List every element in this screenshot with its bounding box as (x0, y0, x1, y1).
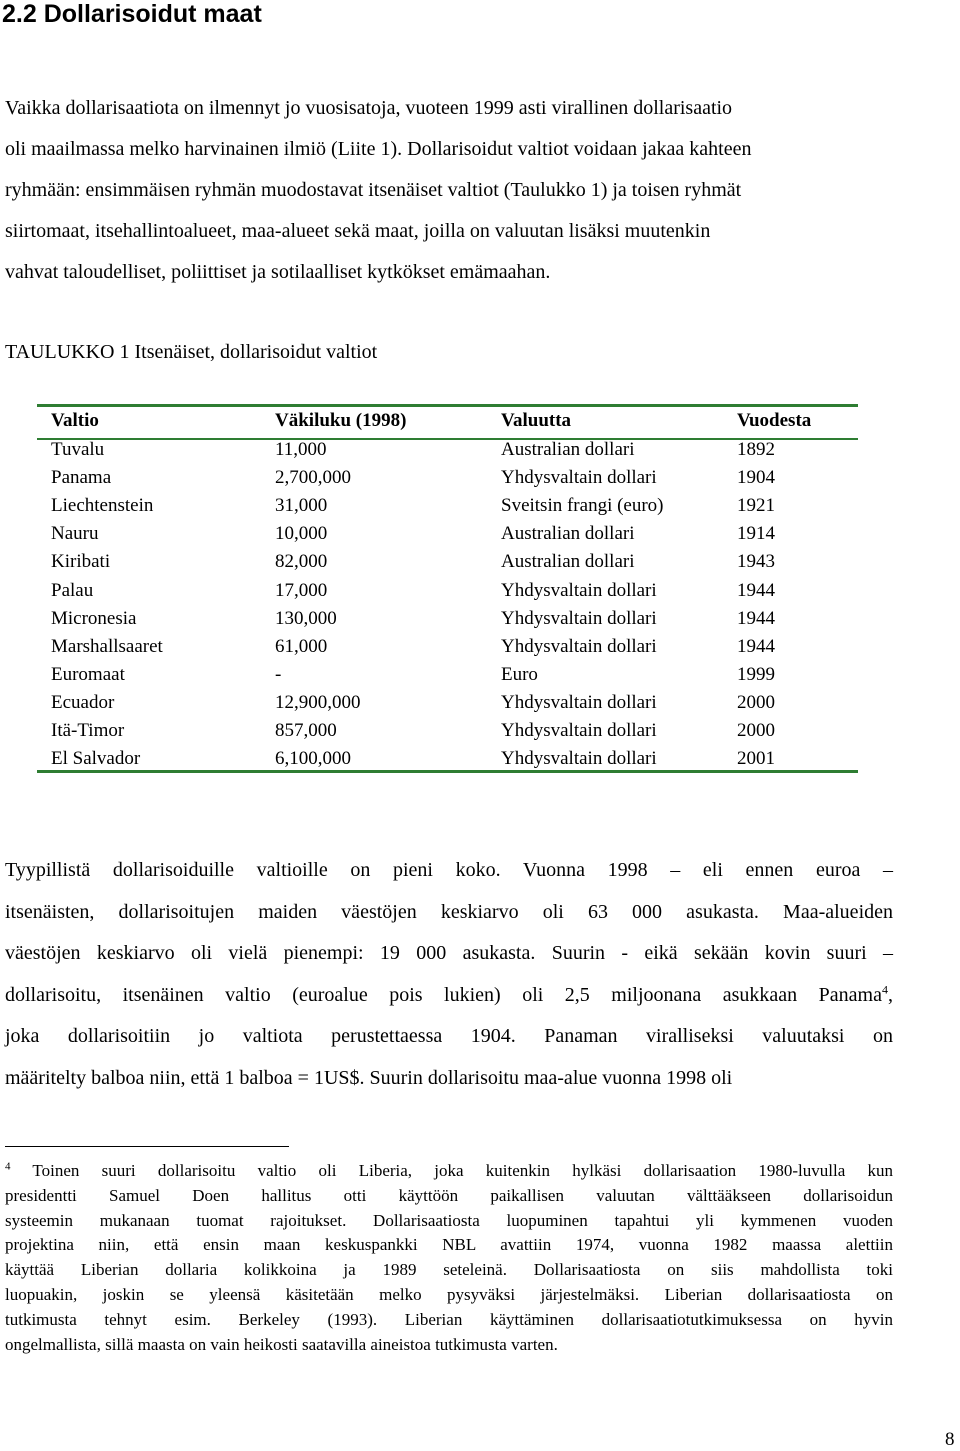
cell-currency: Euro (501, 663, 538, 685)
footnote-line: presidentti Samuel Doen hallitus otti käyttöön paikallisen valuutan välttääkseen dollarisoidun (5, 1185, 893, 1205)
table-row (37, 436, 858, 464)
footnote-line (5, 1159, 893, 1184)
header-since: Vuodesta (737, 410, 812, 431)
section-heading: 2.2 Dollarisoidut maat (2, 0, 262, 28)
paragraph-line: vahvat taloudelliset, poliittiset ja sotilaalliset kytkökset emämaahan. (5, 261, 551, 283)
table-row (37, 520, 858, 548)
cell-population: 10,000 (275, 523, 328, 545)
cell-country: Kiribati (51, 551, 111, 573)
cell-country: Micronesia (51, 607, 137, 629)
footnote-line: ongelmallista, sillä maasta on vain heikosti saatavilla aineistoa tutkimusta varten. (5, 1334, 558, 1354)
countries-table (37, 404, 858, 773)
body-paragraph (5, 850, 893, 1099)
footnote-separator (5, 1146, 289, 1147)
cell-currency: Yhdysvaltain dollari (501, 691, 657, 713)
cell-country: Liechtenstein (51, 495, 154, 517)
cell-population: 31,000 (275, 495, 328, 517)
table-row (37, 661, 858, 689)
table-header-row (37, 407, 858, 435)
cell-since: 1921 (737, 495, 775, 517)
paragraph-line: itsenäisten, dollarisoitujen maiden väestöjen keskiarvo oli 63 000 asukasta. Maa-alueiden (5, 900, 893, 923)
footnote-line: projektina niin, että ensin maan keskuspankki NBL avattiin 1974, vuonna 1982 maassa alettiin (5, 1235, 893, 1255)
paragraph-line: määritelty balboa niin, että 1 balboa = 1US$. Suurin dollarisoitu maa-alue vuonna 1998 oli (5, 1066, 733, 1089)
table-row (37, 689, 858, 717)
cell-since: 2000 (737, 720, 775, 741)
cell-since: 1914 (737, 523, 775, 545)
table-row (37, 492, 858, 520)
cell-population: 82,000 (275, 551, 328, 573)
cell-country: El Salvador (51, 748, 141, 770)
cell-population: - (275, 663, 282, 685)
cell-currency: Australian dollari (501, 551, 635, 573)
cell-population: 17,000 (275, 579, 328, 601)
cell-population: 857,000 (275, 720, 337, 741)
paragraph-line: väestöjen keskiarvo oli vielä pienempi: 19 000 asukasta. Suurin - eikä sekään kovin suuri – (5, 942, 893, 964)
table-row (37, 464, 858, 492)
cell-currency: Australian dollari (501, 523, 635, 545)
cell-country: Itä-Timor (51, 720, 125, 741)
paragraph-line: ryhmään: ensimmäisen ryhmän muodostavat itsenäiset valtiot (Taulukko 1) ja toisen ryhmät (5, 179, 742, 201)
cell-population: 6,100,000 (275, 748, 351, 770)
page-number: 8 (945, 1429, 955, 1450)
cell-since: 1944 (737, 607, 775, 629)
table-row (37, 548, 858, 576)
footnote-reference: 4 (882, 981, 888, 996)
cell-since: 1944 (737, 635, 775, 657)
cell-currency: Yhdysvaltain dollari (501, 720, 657, 741)
cell-country: Ecuador (51, 691, 115, 713)
paragraph-line: oli maailmassa melko harvinainen ilmiö (Liite 1). Dollarisoidut valtiot voidaan jakaa kahteen (5, 138, 752, 160)
line-text: Toinen suuri dollarisoitu valtio oli Liberia, joka kuitenkin hylkäsi dollarisaation 1980-luvulla kun (10, 1161, 893, 1180)
cell-currency: Sveitsin frangi (euro) (501, 495, 664, 517)
footnote-line: käyttää Liberian dollaria kolikkoina ja 1989 seteleinä. Dollarisaatiosta on siis mahdollista toki (5, 1260, 893, 1280)
cell-country: Palau (51, 579, 94, 601)
cell-since: 1943 (737, 551, 775, 573)
cell-since: 2000 (737, 691, 775, 713)
paragraph-line: Vaikka dollarisaatiota on ilmennyt jo vuosisatoja, vuoteen 1999 asti virallinen dollarisaatio (5, 97, 733, 119)
cell-since: 1999 (737, 663, 775, 685)
table-row (37, 605, 858, 633)
line-text: , (888, 983, 893, 1006)
cell-since: 1892 (737, 439, 775, 460)
cell-country: Panama (51, 467, 112, 489)
cell-since: 1904 (737, 467, 775, 489)
cell-since: 2001 (737, 748, 775, 770)
cell-country: Nauru (51, 523, 99, 545)
footnote-line: systeemin mukanaan tuomat rajoitukset. Dollarisaatiosta luopuminen tapahtui yli kymmenen vuoden (5, 1210, 893, 1230)
footnote (5, 1159, 893, 1357)
cell-currency: Yhdysvaltain dollari (501, 607, 657, 629)
cell-currency: Yhdysvaltain dollari (501, 467, 657, 489)
cell-population: 130,000 (275, 607, 337, 629)
header-population: Väkiluku (1998) (275, 410, 407, 431)
header-currency: Valuutta (501, 410, 572, 431)
cell-since: 1944 (737, 579, 775, 601)
paragraph-line: siirtomaat, itsehallintoalueet, maa-alueet sekä maat, joilla on valuutan lisäksi muutenkin (5, 220, 711, 242)
table-row (37, 577, 858, 605)
cell-country: Euromaat (51, 663, 125, 685)
header-country: Valtio (51, 410, 99, 431)
cell-population: 61,000 (275, 635, 328, 657)
paragraph-line (5, 975, 893, 1017)
cell-country: Tuvalu (51, 439, 105, 460)
footnote-line: tutkimusta tehnyt esim. Berkeley (1993). Liberian käyttäminen dollarisaatiotutkimuksessa on hyvin (5, 1309, 893, 1329)
table-caption: TAULUKKO 1 Itsenäiset, dollarisoidut valtiot (5, 341, 378, 363)
table-row (37, 745, 858, 773)
cell-currency: Yhdysvaltain dollari (501, 748, 657, 770)
cell-currency: Yhdysvaltain dollari (501, 635, 657, 657)
cell-population: 11,000 (275, 439, 327, 460)
line-text: dollarisoitu, itsenäinen valtio (euroalue pois lukien) oli 2,5 miljoonana asukkaan Panama (5, 983, 882, 1006)
cell-population: 2,700,000 (275, 467, 351, 489)
intro-paragraph (5, 88, 893, 293)
cell-currency: Australian dollari (501, 439, 635, 460)
paragraph-line: joka dollarisoitiin jo valtiota perustettaessa 1904. Panaman viralliseksi valuutaksi on (5, 1025, 893, 1047)
cell-currency: Yhdysvaltain dollari (501, 579, 657, 601)
table-row (37, 633, 858, 661)
cell-population: 12,900,000 (275, 691, 361, 713)
paragraph-line: Tyypillistä dollarisoiduille valtioille on pieni koko. Vuonna 1998 – eli ennen euroa – (5, 859, 893, 881)
footnote-marker: 4 (5, 1160, 11, 1173)
cell-country: Marshallsaaret (51, 635, 163, 657)
table-row (37, 717, 858, 745)
footnote-line: luopuakin, joskin se yleensä käsitetään melko pysyväksi järjestelmäksi. Liberian dollarisaatiosta on (5, 1284, 893, 1304)
